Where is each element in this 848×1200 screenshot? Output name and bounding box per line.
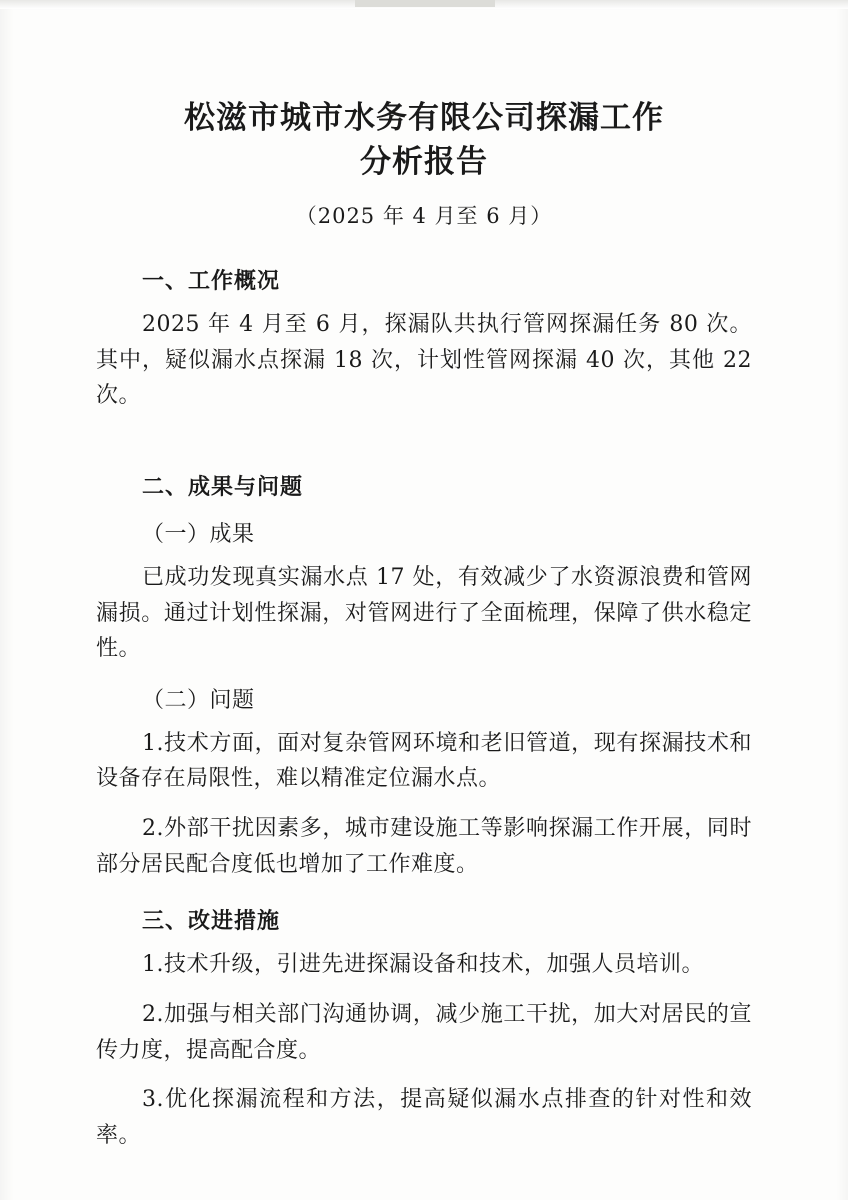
subsection-2-2-paragraph-2: 2.外部干扰因素多，城市建设施工等影响探漏工作开展，同时部分居民配合度低也增加了工作难度。 bbox=[96, 816, 752, 877]
section-spacer bbox=[96, 414, 752, 436]
subsection-2-1-paragraph-1: 已成功发现真实漏水点 17 处，有效减少了水资源浪费和管网漏损。通过计划性探漏，对管网进行了全面梳理，保障了供水稳定性。 bbox=[96, 564, 752, 662]
section-heading-2: 二、成果与问题 bbox=[142, 473, 304, 500]
section-3-paragraph-3: 3.优化探漏流程和方法，提高疑似漏水点排查的针对性和效率。 bbox=[96, 1087, 752, 1148]
title-line-1: 松滋市城市水务有限公司探漏工作 bbox=[184, 100, 664, 136]
section-1-paragraph-1: 2025 年 4 月至 6 月，探漏队共执行管网探漏任务 80 次。其中，疑似漏水点探漏 18 次，计划性管网探漏 40 次，其他 22 次。 bbox=[96, 312, 752, 409]
section-heading-1: 一、工作概况 bbox=[142, 268, 281, 295]
subsection-2-2-paragraph-1: 1.技术方面，面对复杂管网环境和老旧管道，现有探漏技术和设备存在局限性，难以精准定位漏水点。 bbox=[96, 730, 752, 792]
subsection-heading-2-2: （二）问题 bbox=[142, 687, 255, 713]
section-heading-3: 三、改进措施 bbox=[142, 908, 281, 935]
document-subtitle: （2025 年 4 月至 6 月） bbox=[295, 204, 553, 229]
section-3-paragraph-1: 1.技术升级，引进先进探漏设备和技术，加强人员培训。 bbox=[142, 952, 704, 978]
document-title bbox=[96, 96, 752, 184]
subsection-heading-2-1: （一）成果 bbox=[142, 521, 255, 547]
title-line-2: 分析报告 bbox=[360, 144, 488, 181]
section-3-paragraph-2: 2.加强与相关部门沟通协调，减少施工干扰，加大对居民的宣传力度，提高配合度。 bbox=[96, 1001, 752, 1063]
